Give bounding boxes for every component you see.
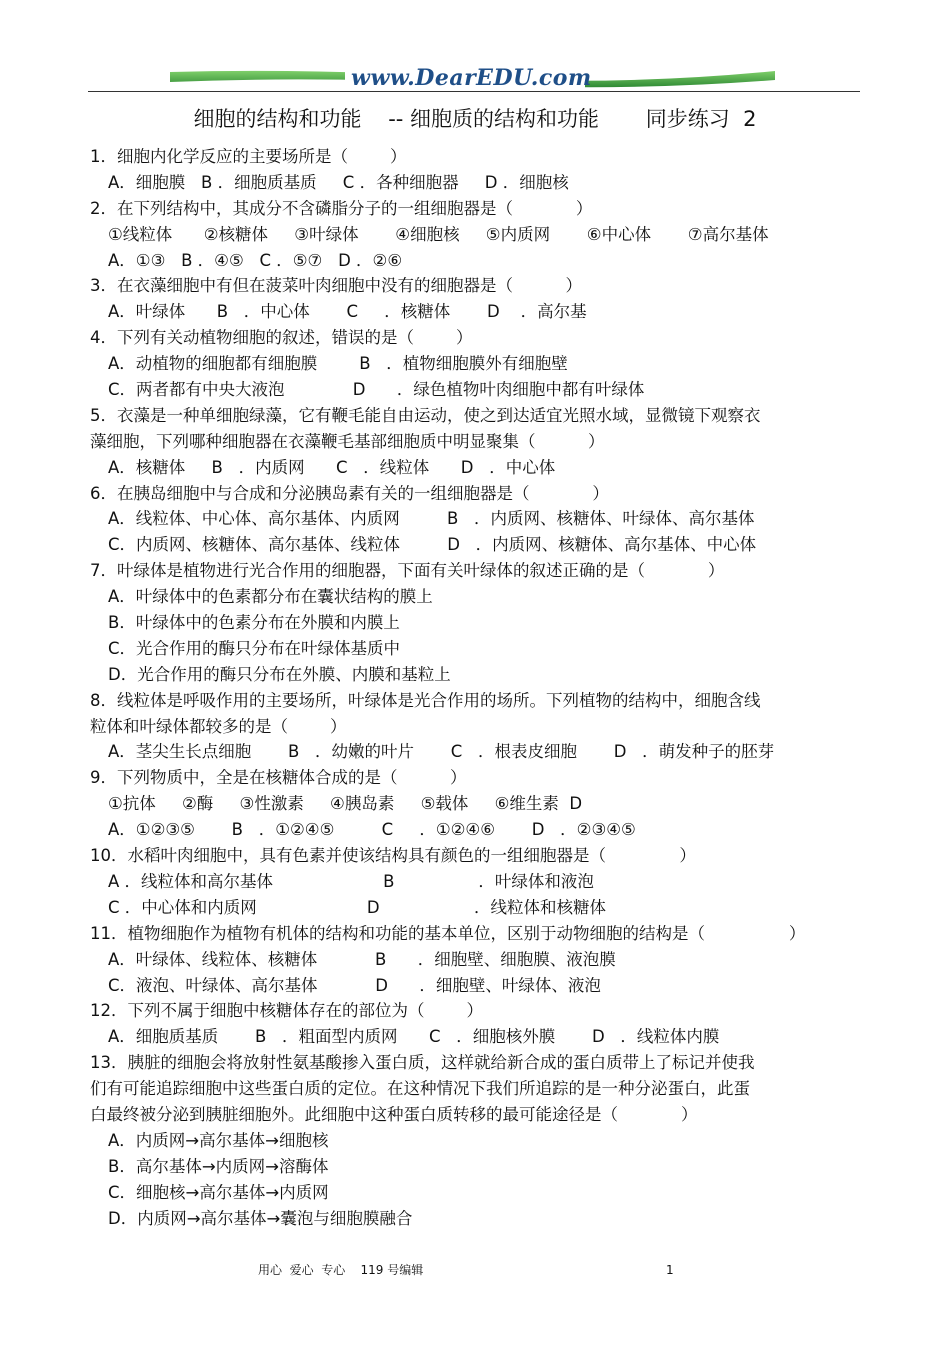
question-line: 8．线粒体是呼吸作用的主要场所，叶绿体是光合作用的场所。下列植物的结构中，细胞含线 [90,690,761,710]
question-line: 粒体和叶绿体都较多的是（ ） [90,716,347,736]
option-line: C．细胞核→高尔基体→内质网 [108,1182,329,1202]
option-line: A ．线粒体和高尔基体 B ．叶绿体和液泡 [108,871,594,891]
option-line: A．内质网→高尔基体→细胞核 [108,1130,329,1150]
question-line: 10．水稻叶肉细胞中，具有色素并使该结构具有颜色的一组细胞器是（ ） [90,846,696,866]
question-line: 9．下列物质中，全是在核糖体合成的是（ ） [90,768,467,788]
option-line: ①抗体 ②酶 ③性激素 ④胰岛素 ⑤载体 ⑥维生素 D [108,794,583,814]
option-line: D．内质网→高尔基体→囊泡与细胞膜融合 [108,1208,413,1228]
option-line: A．线粒体、中心体、高尔基体、内质网 B ．内质网、核糖体、叶绿体、高尔基体 [108,509,755,529]
option-line: A．叶绿体中的色素都分布在囊状结构的膜上 [108,587,433,607]
option-line: A．①③ B ．④⑤ C ．⑤⑦ D ．②⑥ [108,250,403,270]
option-line: A．动植物的细胞都有细胞膜 B ．植物细胞膜外有细胞壁 [108,354,568,374]
option-line: A．细胞质基质 B ．粗面型内质网 C ．细胞核外膜 D ．线粒体内膜 [108,1027,720,1047]
option-line: A．细胞膜 B ．细胞质基质 C ．各种细胞器 D ．细胞核 [108,172,569,192]
question-list [0,144,950,1231]
option-line: A．核糖体 B ．内质网 C ．线粒体 D ．中心体 [108,457,556,477]
site-logo: www.DearEDU.com [345,64,585,92]
question-line: 3．在衣藻细胞中有但在菠菜叶肉细胞中没有的细胞器是（ ） [90,276,582,296]
option-line: C．内质网、核糖体、高尔基体、线粒体 D ．内质网、核糖体、高尔基体、中心体 [108,535,757,555]
question-line: 12．下列不属于细胞中核糖体存在的部位为（ ） [90,1001,483,1021]
option-line: C ．中心体和内质网 D ．线粒体和核糖体 [108,897,607,917]
option-line: C．光合作用的酶只分布在叶绿体基质中 [108,638,401,658]
option-line: A．叶绿体、线粒体、核糖体 B ．细胞壁、细胞膜、液泡膜 [108,949,616,969]
question-line: 13．胰脏的细胞会将放射性氨基酸掺入蛋白质，这样就给新合成的蛋白质带上了标记并使我 [90,1053,755,1073]
option-line: A．叶绿体 B ．中心体 C ．核糖体 D ．高尔基 [108,302,587,322]
page-title: 细胞的结构和功能 -- 细胞质的结构和功能 同步练习 2 [193,107,757,131]
option-line: A．①②③⑤ B ．①②④⑤ C ．①②④⑥ D ．②③④⑤ [108,820,636,840]
question-line: 们有可能追踪细胞中这些蛋白质的定位。在这种情况下我们所追踪的是一种分泌蛋白，此蛋 [90,1079,750,1099]
question-line: 1．细胞内化学反应的主要场所是（ ） [90,147,407,166]
question-line: 藻细胞，下列哪种细胞器在衣藻鞭毛基部细胞质中明显聚集（ ） [90,431,605,451]
header-rule [88,91,860,92]
option-line: C．液泡、叶绿体、高尔基体 D ．细胞壁、叶绿体、液泡 [108,975,601,995]
question-line: 5．衣藻是一种单细胞绿藻，它有鞭毛能自由运动，使之到达适宜光照水域，显微镜下观察衣 [90,405,761,425]
question-line: 11．植物细胞作为植物有机体的结构和功能的基本单位，区别于动物细胞的结构是（ ） [90,923,806,943]
question-line: 4．下列有关动植物细胞的叙述，错误的是（ ） [90,328,473,348]
option-line: C．两者都有中央大液泡 D ．绿色植物叶肉细胞中都有叶绿体 [108,380,645,400]
option-line: D．光合作用的酶只分布在外膜、内膜和基粒上 [108,664,451,684]
question-line: 2．在下列结构中，其成分不含磷脂分子的一组细胞器是（ ） [90,198,593,218]
option-line: B．高尔基体→内质网→溶酶体 [108,1156,329,1176]
option-line: A．茎尖生长点细胞 B ．幼嫩的叶片 C ．根表皮细胞 D ．萌发种子的胚芽 [108,742,775,762]
option-line: ①线粒体 ②核糖体 ③叶绿体 ④细胞核 ⑤内质网 ⑥中心体 ⑦高尔基体 [108,224,769,244]
option-line: B．叶绿体中的色素分布在外膜和内膜上 [108,613,400,633]
question-line: 7．叶绿体是植物进行光合作用的细胞器，下面有关叶绿体的叙述正确的是（ ） [90,561,725,581]
question-line: 6．在胰岛细胞中与合成和分泌胰岛素有关的一组细胞器是（ ） [90,483,609,503]
footer-note: 用心 爱心 专心 119 号编辑 [258,1263,424,1277]
page-number: 1 [666,1263,674,1277]
question-line: 白最终被分泌到胰脏细胞外。此细胞中这种蛋白质转移的最可能途径是（ ） [90,1104,698,1124]
